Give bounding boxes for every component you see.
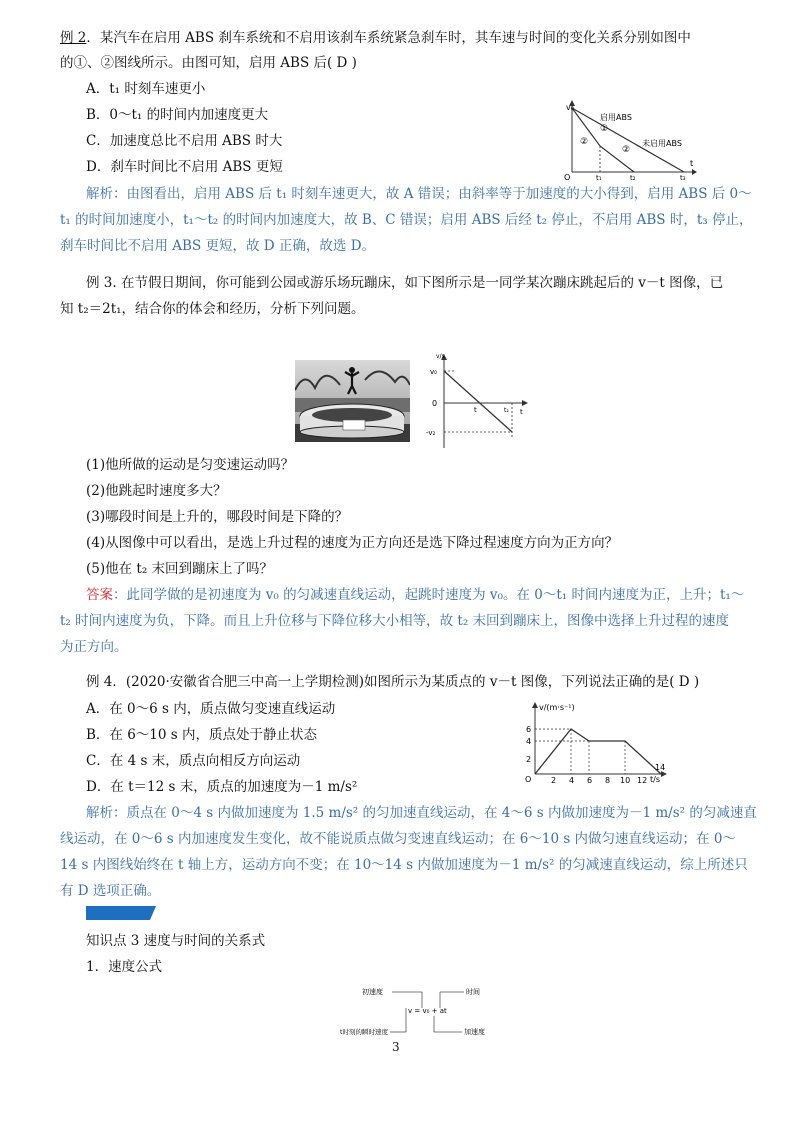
ex3-graph-v0: v₀ [430,368,437,376]
ex2-line1 [60,26,691,46]
ex4-analysis3: 14 s 内图线始终在 t 轴上方，运动方向不变；在 10～14 s 内做加速度为－1 m/s² 的匀减速直线运动，综上所述只 [60,857,748,873]
ex4-graph-ylabel: v/(m·s⁻¹) [539,703,575,712]
ex2-option-d: D．刹车时间比不启用 ABS 更短 [86,159,283,175]
ex4-line1: 例 4．(2020·安徽省合肥三中高一上学期检测)如图所示为某质点的 v－t 图像，下列说法正确的是( D ) [86,674,700,690]
ex2-analysis-label: 解析 [86,186,113,202]
ex3-line2: 知 t₂＝2t₁，结合你的体会和经历，分析下列问题。 [60,301,365,317]
diagram-time: 时间 [466,988,480,996]
ex4-analysis2: 线运动，在 0～6 s 内加速度发生变化，故不能说质点做匀变速直线运动；在 6～10 s 内做匀速直线运动；在 0～ [60,831,736,847]
ex4-graph-ytick-2: 2 [526,755,532,764]
section-banner [86,906,156,920]
ex2-option-b: B．0～t₁ 的时间内加速度更大 [86,107,269,123]
trampoline-photo [295,360,410,442]
ex3-vt-graph [420,352,530,452]
ex3-graph-t1: t [474,406,477,414]
ex3-answer-text1: ：此同学做的是初速度为 v₀ 的匀减速直线运动，起跳时速度为 v₀。在 0～t₁ 时间内速度为正，上升；t₁～ [113,587,745,603]
diagram-acceleration: 加速度 [464,1028,485,1036]
ex4-graph-xtick-2: 2 [551,776,557,784]
ex3-graph-t2: t₂ [504,407,509,414]
ex2-vt-graph [560,100,700,182]
ex3-answer-label: 答案 [86,587,113,603]
ex2-graph-t3: t₃ [680,174,686,182]
ex3-q4: (4)从图像中可以看出，是选上升过程的速度为正方向还是选下降过程速度方向为正方向？ [86,535,619,551]
ex4-graph-xtick-12: 12 [637,776,648,784]
ex3-q3: (3)哪段时间是上升的，哪段时间是下降的？ [86,509,349,525]
ex3-q5: (5)他在 t₂ 末回到蹦床上了吗？ [86,561,274,577]
ex3-graph-vlabel: v/s [436,353,445,360]
ex4-graph-xtick-4: 4 [569,776,575,784]
ex2-option-c: C．加速度总比不启用 ABS 时大 [86,133,283,149]
ex3-line1: 例 3. 在节假日期间，你可能到公园或游乐场玩蹦床，如下图所示是一同学某次蹦床跳起后的 v－t 图像，已 [86,275,724,291]
ex4-option-d: D．在 t＝12 s 末，质点的加速度为－1 m/s² [86,779,358,795]
ex2-graph-v0: v₀ [566,103,574,112]
diagram-instant-velocity: t时刻的瞬时速度 [340,1028,389,1036]
ex2-analysis1 [86,182,752,202]
ex4-analysis1 [86,801,757,821]
velocity-formula-diagram [340,982,500,1040]
ex4-analysis-text1: ：质点在 0～4 s 内做加速度为 1.5 m/s² 的匀加速直线运动，在 4～6 s 内做加速度为－1 m/s² 的匀减速直 [113,805,757,821]
ex4-analysis-label: 解析 [86,805,113,821]
ex4-graph-xtick-10: 10 [620,776,631,784]
ex2-graph-t2: t₂ [630,174,636,182]
ex4-option-a: A．在 0～6 s 内，质点做匀变速直线运动 [86,701,336,717]
ex3-graph-minus-v: -v₂ [426,429,436,437]
ex4-graph-origin: O [525,775,532,784]
ex4-vt-graph [515,700,675,784]
ex2-graph-origin: O [564,173,571,182]
ex2-graph-n2: ② [580,137,589,147]
ex4-graph-xtick-6: 6 [587,776,593,784]
ex2-graph-curve1-label: 启用ABS [600,113,632,122]
ex4-option-b: B．在 6～10 s 内，质点处于静止状态 [86,727,317,743]
ex4-graph-xtick-8: 8 [605,776,611,784]
ex3-graph-origin: 0 [432,399,438,408]
ex4-graph-ytick-4: 4 [526,737,532,746]
ex4-graph-ytick-6: 6 [526,725,532,734]
ex3-graph-t: t [520,408,523,416]
ex2-label: 例 2 [60,30,87,46]
ex4-analysis4: 有 D 选项正确。 [60,883,161,899]
ex4-graph-xtick-14: 14 [655,763,666,772]
diagram-initial-velocity: 初速度 [362,988,383,996]
ex2-line2: 的①、②图线所示。由图可知，启用 ABS 后( D ) [60,55,357,71]
ex2-analysis2: t₁ 的时间加速度小，t₁～t₂ 的时间内加速度大，故 B、C 错误；启用 ABS 后经 t₂ 停止，不启用 ABS 时，t₃ 停止， [60,212,753,228]
page-number: 3 [392,1040,400,1054]
ex3-answer1 [86,583,744,603]
ex3-answer2: t₂ 时间内速度为负，下降。而且上升位移与下降位移大小相等，故 t₂ 末回到蹦床上，图像中选择上升过程的速度 [60,613,730,629]
ex2-graph-t1: t₁ [596,174,602,182]
ex4-option-c: C．在 4 s 末，质点向相反方向运动 [86,753,301,769]
ex3-answer3: 为正方向。 [60,639,128,655]
ex2-graph-n1: ① [600,124,609,134]
section-title: 知识点 3 速度与时间的关系式 [86,933,266,949]
ex2-text1: ．某汽车在启用 ABS 刹车系统和不启用该刹车系统紧急刹车时，其车速与时间的变化关系分别如图中 [86,30,691,46]
ex2-analysis3: 刹车时间比不启用 ABS 更短，故 D 正确，故选 D。 [60,238,376,254]
ex2-option-a: A．t₁ 时刻车速更小 [86,81,206,97]
diagram-formula: v = v₀ + at [408,1007,447,1015]
ex3-q2: (2)他跳起时速度多大？ [86,483,227,499]
ex2-graph-t: t [690,159,694,168]
ex2-graph-curve2-label: 未启用ABS [642,139,682,148]
ex3-q1: (1)他所做的运动是匀变速运动吗？ [86,457,295,473]
ex4-graph-xlabel: t/s [650,775,660,784]
ex2-graph-n2b: ② [622,145,631,155]
ex2-analysis-text1: ：由图看出，启用 ABS 后 t₁ 时刻车速更大，故 A 错误；由斜率等于加速度的大小得到，启用 ABS 后 0～ [113,186,752,202]
section-sub: 1．速度公式 [86,959,163,975]
